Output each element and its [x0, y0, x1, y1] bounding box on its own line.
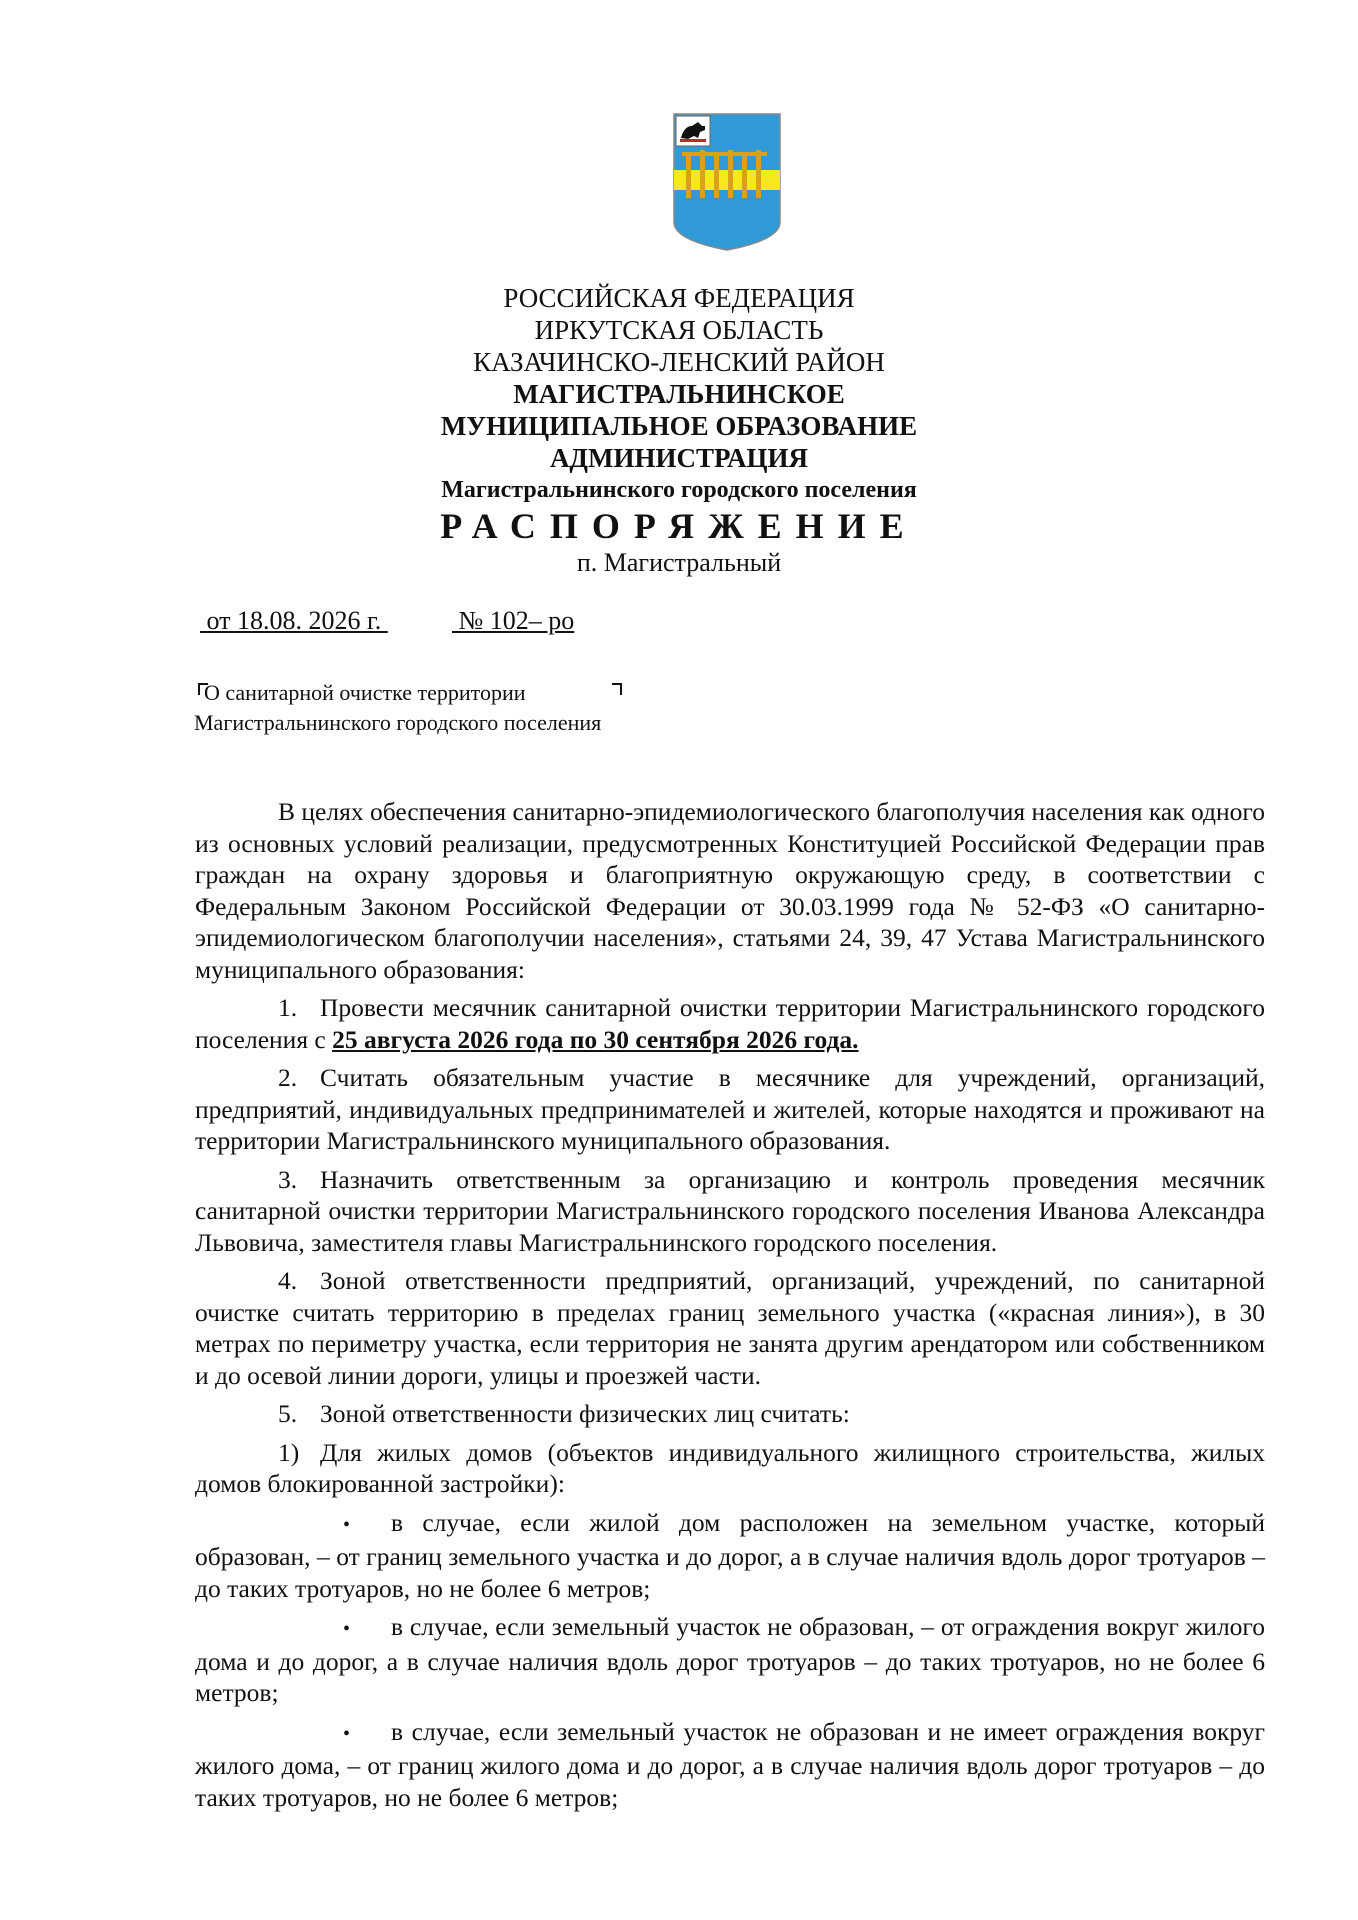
item-2: [195, 1062, 1265, 1157]
intro-paragraph: В целях обеспечения санитарно-эпидемиологического благополучия населения как одного из основных условий реализации, предусмотренных Конституцией Российской Федерации прав граждан на охрану здоровья и благоприятную окружающую среду, в соответствии с Федеральным Законом Российской Федерации от 30.03.1999 года № 52-ФЗ «О санитарно-эпидемиологическом благополучии населения», статьями 24, 39, 47 Устава Магистральнинского муниципального образования:: [195, 797, 1265, 984]
coat-of-arms-emblem: [672, 112, 782, 252]
bullet-icon: •: [343, 1513, 351, 1536]
document-header: [0, 282, 1358, 578]
document-subject: [194, 678, 601, 738]
bullet-icon: •: [343, 1618, 351, 1640]
header-line-region: ИРКУТСКАЯ ОБЛАСТЬ: [534, 315, 824, 345]
bullet-item-2: [195, 1611, 1265, 1709]
item-2-number: 2.: [278, 1063, 298, 1092]
item-3-number: 3.: [278, 1164, 298, 1194]
item-2-text: Считать обязательным участие в месячнике для учреждений, организаций, предприятий, индивидуальных предпринимателей и жителей, которые находятся и проживают на территории Магистральнинского муниципального образования.: [195, 1063, 1265, 1155]
document-date: от 18.08. 2026 г.: [200, 606, 388, 635]
header-line-settlement: Магистральнинского городского поселения: [441, 477, 917, 503]
item-4: [195, 1265, 1265, 1391]
item-1: [195, 992, 1265, 1055]
header-line-country: РОССИЙСКАЯ ФЕДЕРАЦИЯ: [503, 283, 855, 313]
bullet-item-3-text: в случае, если земельный участок не образован и не имеет ограждения вокруг жилого дома, – от границ жилого дома и до дорог, а в случае наличия вдоль дорог тротуаров – до таких тротуаров, но не более 6 метров;: [195, 1716, 1265, 1812]
header-line-district: КАЗАЧИНСКО-ЛЕНСКИЙ РАЙОН: [473, 347, 885, 377]
document-number: № 102– рo: [452, 606, 575, 635]
subject-line-2: Магистральнинского городского поселения: [194, 710, 602, 735]
subject-line-1: О санитарной очистке территории: [204, 680, 526, 705]
sub-item-1-text: Для жилых домов (объектов индивидуального жилищного строительства, жилых домов блокированной застройки):: [195, 1437, 1265, 1498]
document-place: п. Магистральный: [576, 548, 782, 577]
header-line-municipality: МАГИСТРАЛЬНИНСКОЕ: [513, 379, 845, 409]
item-5: [195, 1398, 1265, 1430]
header-line-administration: АДМИНИСТРАЦИЯ: [549, 443, 809, 473]
item-3: [195, 1164, 1265, 1259]
bullet-item-2-text: в случае, если земельный участок не образован, – от ограждения вокруг жилого дома и до дорог, а в случае наличия вдоль дорог тротуаров – до таких тротуаров, но не более 6 метров;: [195, 1612, 1265, 1707]
bullet-item-1-text: в случае, если жилой дом расположен на земельном участке, который образован, – от границ земельного участка и до дорог, а в случае наличия вдоль дорог тротуаров – до таких тротуаров, но не более 6 метров;: [195, 1507, 1265, 1603]
document-body: [195, 796, 1265, 1813]
item-1-text: Провести месячник санитарной очистки территории Магистральнинского городского поселения с: [195, 993, 1265, 1054]
subject-corner-right: [612, 683, 622, 695]
item-3-text: Назначить ответственным за организацию и контроль проведения месячник санитарной очистки территории Магистральнинского городского поселения Иванова Александра Львовича, заместителя главы Магистральнинского городского поселения.: [195, 1164, 1265, 1257]
bullet-item-1: [195, 1507, 1265, 1605]
document-type-title: РАСПОРЯЖЕНИЕ: [440, 506, 918, 546]
header-line-formation: МУНИЦИПАЛЬНОЕ ОБРАЗОВАНИЕ: [440, 411, 918, 441]
item-5-number: 5.: [278, 1399, 298, 1428]
item-1-period: 25 августа 2026 года по 30 сентября 2026 года.: [332, 1024, 859, 1054]
item-4-number: 4.: [278, 1266, 298, 1295]
sub-item-1-number: 1): [278, 1437, 300, 1467]
item-5-text: Зоной ответственности физических лиц считать:: [320, 1399, 850, 1428]
bullet-item-3: [195, 1716, 1265, 1814]
item-1-number: 1.: [278, 993, 298, 1022]
bullet-icon: •: [343, 1722, 351, 1745]
item-4-text: Зоной ответственности предприятий, организаций, учреждений, по санитарной очистке считать территорию в пределах границ земельного участка («красная линия»), в 30 метрах по периметру участка, если территория не занята другим арендатором или собственником и до осевой линии дороги, улицы и проезжей части.: [195, 1266, 1265, 1390]
sub-item-1: [195, 1437, 1265, 1500]
